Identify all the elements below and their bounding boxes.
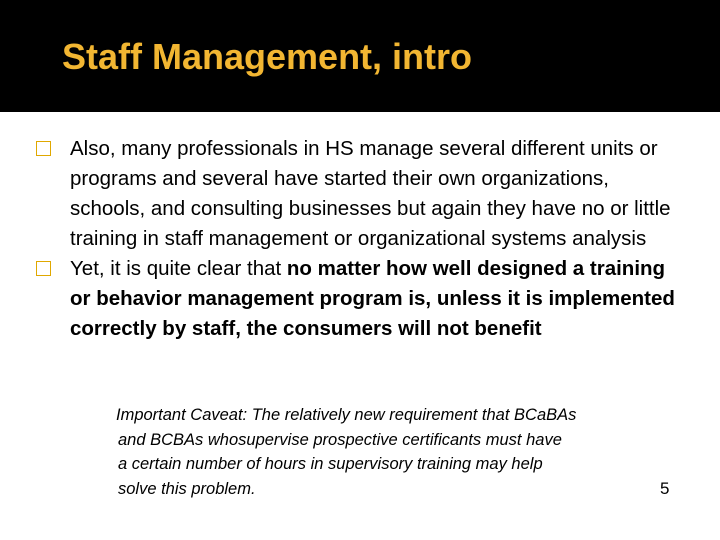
checkbox-bullet-icon [36,261,51,276]
caveat-line: and BCBAs whosupervise prospective certificants must have [118,430,562,449]
bullet-item [36,134,676,254]
bullet-text: Yet, it is quite clear that [70,257,287,280]
caveat-line: a certain number of hours in supervisory training may help [118,455,543,473]
slide-title: Staff Management, intro [62,36,473,77]
checkbox-bullet-icon [36,141,51,156]
bullet-emphasis-text: no matter how well designed a training or behavior management program is, unless it is implemented correctly by staff, the consumers will not benefit [70,257,675,340]
caveat-line: Important Caveat: The relatively new requirement that BCaBAs [116,406,577,424]
bullet-item [36,254,676,344]
bullet-list [36,134,676,344]
page-number: 5 [660,479,670,498]
caveat-line: solve this problem. [118,479,256,498]
bullet-text: Also, many professionals in HS manage several different units or programs and several have started their own organizations, schools, and consulting businesses but again they have no or little training in staff management or organizational systems analysis [70,137,671,250]
caveat-note [116,403,626,501]
